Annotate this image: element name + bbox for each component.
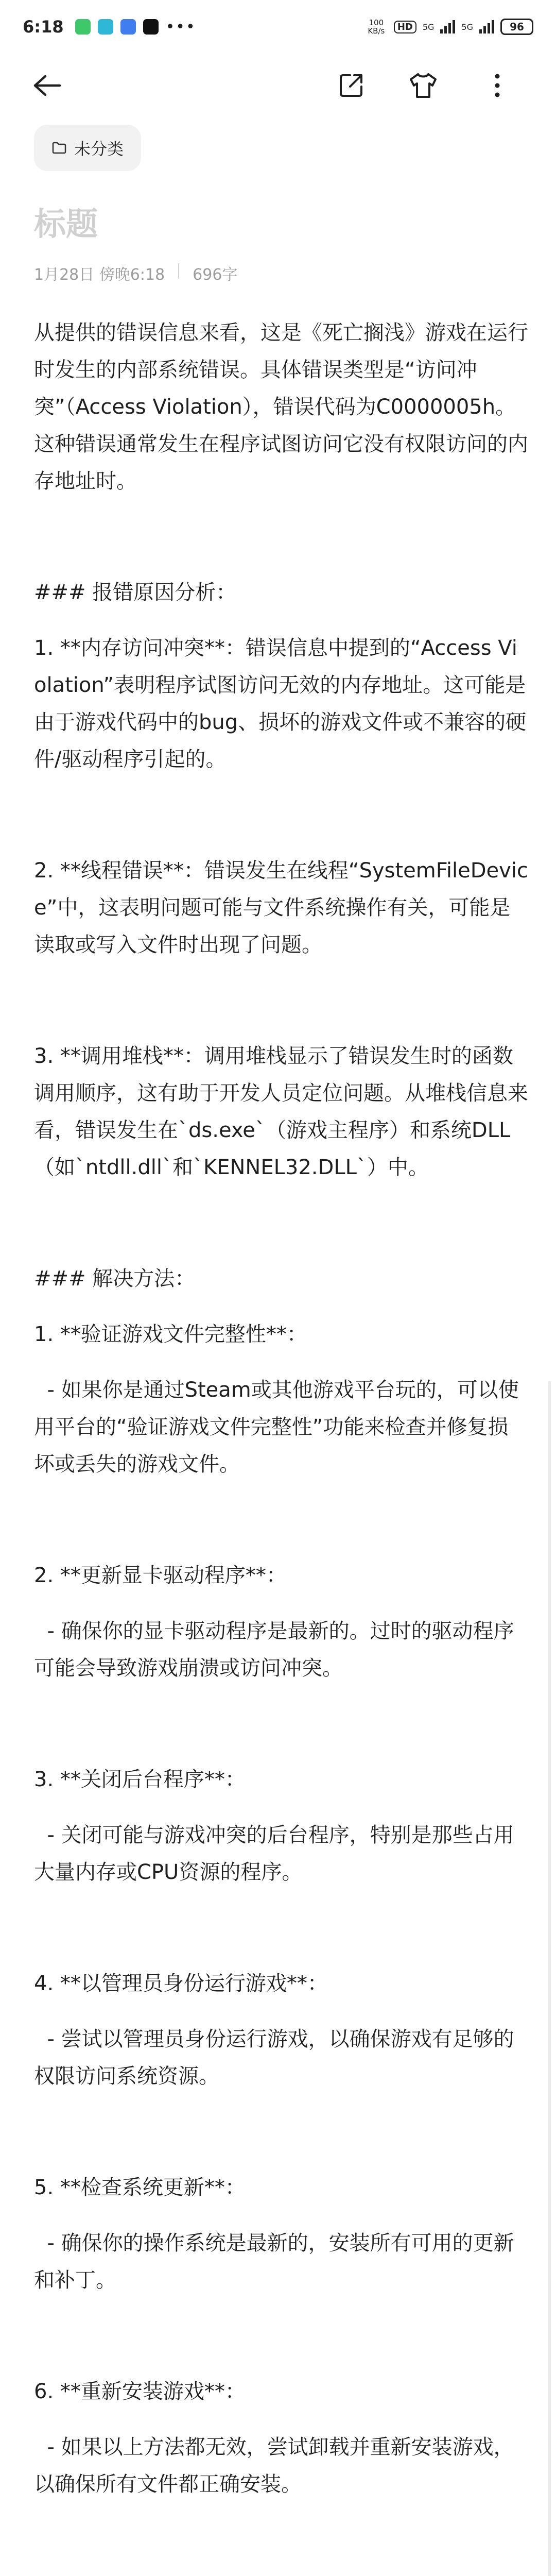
category-chip[interactable] <box>34 125 141 171</box>
tiktok-icon <box>143 19 159 35</box>
signal-icon <box>479 20 494 33</box>
solution-title: 5. **检查系统更新**： <box>34 2176 246 2199</box>
paragraph-intro: 从提供的错误信息来看，这是《死亡搁浅》游戏在运行时发生的内部系统错误。具体错误类型是“访问冲突”（Access Violation），错误代码为C0000005h。这种错误通常发生在程序试图访问它没有权限访问的内存地址时。 <box>34 321 528 493</box>
solution-title: 4. **以管理员身份运行游戏**： <box>34 1972 328 1995</box>
back-button[interactable] <box>30 69 63 102</box>
share-button[interactable] <box>335 69 368 102</box>
more-options-button[interactable] <box>481 69 514 102</box>
system-indicators <box>365 19 533 35</box>
battery-icon <box>500 19 533 35</box>
solution-body: - 如果你是通过Steam或其他游戏平台玩的，可以使用平台的“验证游戏文件完整性”功能来检查并修复损坏或丢失的游戏文件。 <box>34 1378 519 1476</box>
share-icon <box>337 71 366 100</box>
solution-body: - 如果以上方法都无效，尝试卸载并重新安装游戏，以确保所有文件都正确安装。 <box>34 2435 514 2496</box>
heading-causes: ### 报错原因分析： <box>34 581 237 604</box>
net-speed: 100 KB/s <box>368 18 385 36</box>
signal-type: 5G <box>461 22 473 32</box>
category-label: 未分类 <box>74 139 124 159</box>
app-notification-icon <box>120 19 136 35</box>
status-time: 6:18 <box>23 17 64 37</box>
app-notification-icon <box>98 19 113 35</box>
signal-icon <box>440 20 455 33</box>
solution-body: - 尝试以管理员身份运行游戏，以确保游戏有足够的权限访问系统资源。 <box>34 2027 514 2088</box>
solution-title: 3. **关闭后台程序**： <box>34 1768 246 1791</box>
solution-body: - 确保你的操作系统是最新的，安装所有可用的更新和补丁。 <box>34 2231 514 2292</box>
note-title-field[interactable]: 标题 <box>34 205 98 243</box>
solution-title: 6. **重新安装游戏**： <box>34 2380 246 2403</box>
solution-body: - 关闭可能与游戏冲突的后台程序，特别是那些占用大量内存或CPU资源的程序。 <box>34 1823 514 1884</box>
note-meta <box>34 262 237 284</box>
shirt-icon <box>408 71 439 100</box>
folder-icon <box>51 141 67 155</box>
back-arrow-icon <box>31 73 62 98</box>
note-date: 1月28日 傍晚6:18 <box>34 266 165 284</box>
solution-title: 2. **更新显卡驱动程序**： <box>34 1564 287 1587</box>
notification-icons <box>75 18 196 36</box>
cause-item: 3. **调用堆栈**：调用堆栈显示了错误发生时的函数调用顺序，这有助于开发人员定位问题。从堆栈信息来看，错误发生在`ds.exe`（游戏主程序）和系统DLL（如`ntdll.dll`和`KENNEL32.DLL`）中。 <box>34 1044 528 1179</box>
note-body[interactable] <box>34 314 528 2576</box>
heading-solutions: ### 解决方法： <box>34 1267 196 1291</box>
theme-button[interactable] <box>407 69 440 102</box>
scrollbar[interactable] <box>548 1381 551 2576</box>
battery-level: 96 <box>510 21 524 33</box>
solution-title: 1. **验证游戏文件完整性**： <box>34 1323 307 1346</box>
cause-item: 1. **内存访问冲突**：错误信息中提到的“Access Violation”表明程序试图访问无效的内存地址。这可能是由于游戏代码中的bug、损坏的游戏文件或不兼容的硬件/驱动程序引起的。 <box>34 636 527 771</box>
app-notification-icon <box>75 19 91 35</box>
cause-item: 2. **线程错误**：错误发生在线程“SystemFileDevice”中，这表明问题可能与文件系统操作有关，可能是读取或写入文件时出现了问题。 <box>34 859 528 957</box>
more-notifications-icon: ••• <box>165 18 196 36</box>
solution-body: - 确保你的显卡驱动程序是最新的。过时的驱动程序可能会导致游戏崩溃或访问冲突。 <box>34 1619 514 1680</box>
signal-type: 5G <box>422 22 435 32</box>
status-bar <box>0 0 556 54</box>
meta-divider <box>178 263 179 279</box>
more-vertical-icon <box>492 71 502 100</box>
word-count: 696字 <box>193 266 238 284</box>
editor-toolbar <box>0 58 556 114</box>
hd-badge: HD <box>394 21 416 33</box>
